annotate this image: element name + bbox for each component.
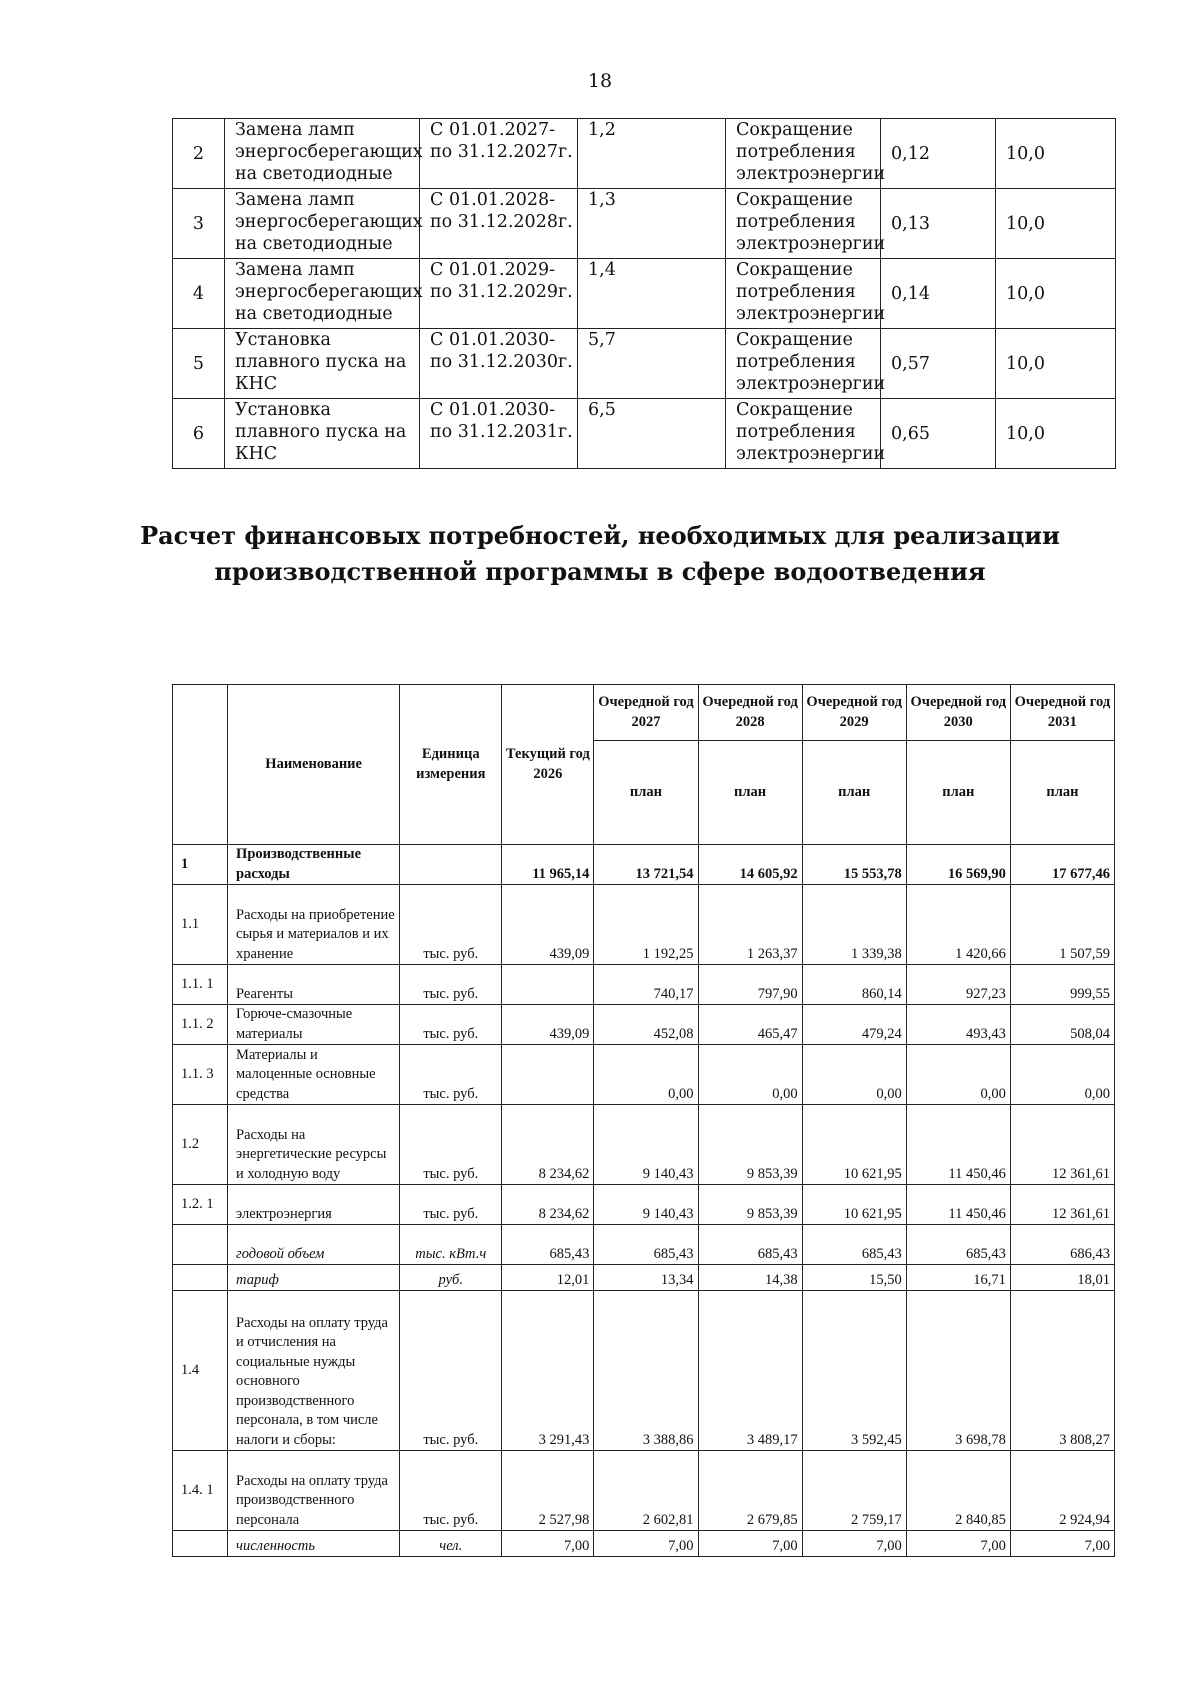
- table-row: [173, 1451, 1115, 1531]
- row-number: 6: [173, 399, 225, 469]
- plan-value: 508,04: [1010, 1005, 1114, 1045]
- plan-value: 9 853,39: [698, 1185, 802, 1225]
- plan-value: 1 263,37: [698, 885, 802, 965]
- measure-amount: 6,5: [578, 399, 726, 469]
- row-name: Расходы на энергетические ресурсы и холодную воду: [228, 1105, 400, 1185]
- row-number: 3: [173, 189, 225, 259]
- plan-value: 685,43: [906, 1225, 1010, 1265]
- plan-value: 0,00: [906, 1045, 1010, 1105]
- row-name: Горюче-смазочные материалы: [228, 1005, 400, 1045]
- measure-payback: 10,0: [996, 189, 1116, 259]
- plan-value: 9 140,43: [594, 1185, 698, 1225]
- plan-value: 2 759,17: [802, 1451, 906, 1531]
- plan-value: 685,43: [594, 1225, 698, 1265]
- plan-value: 7,00: [802, 1531, 906, 1557]
- row-name: Расходы на приобретение сырья и материалов и их хранение: [228, 885, 400, 965]
- plan-value: 479,24: [802, 1005, 906, 1045]
- measure-effect: Сокращение потребления электроэнергии: [726, 329, 881, 399]
- row-unit: тыс. руб.: [400, 1045, 502, 1105]
- row-index: [173, 1265, 228, 1291]
- measure-period: С 01.01.2028- по 31.12.2028г.: [420, 189, 578, 259]
- row-name: Расходы на оплату труда и отчисления на социальные нужды основного производственного персонала, в том числе налоги и сборы:: [228, 1291, 400, 1451]
- plan-value: 3 698,78: [906, 1291, 1010, 1451]
- table-row: [173, 1105, 1115, 1185]
- current-year-value: [502, 1045, 594, 1105]
- plan-value: 17 677,46: [1010, 845, 1114, 885]
- table-row: [173, 1291, 1115, 1451]
- row-unit: тыс. руб.: [400, 885, 502, 965]
- plan-value: 740,17: [594, 965, 698, 1005]
- plan-value: 3 388,86: [594, 1291, 698, 1451]
- measure-amount: 1,4: [578, 259, 726, 329]
- row-index: 1.1. 3: [173, 1045, 228, 1105]
- plan-value: 10 621,95: [802, 1185, 906, 1225]
- plan-value: 1 339,38: [802, 885, 906, 965]
- table-row: [173, 965, 1115, 1005]
- current-year-value: 2 527,98: [502, 1451, 594, 1531]
- plan-value: 7,00: [698, 1531, 802, 1557]
- plan-value: 13 721,54: [594, 845, 698, 885]
- financial-needs-table: [172, 684, 1115, 1557]
- measure-name: Установка плавного пуска на КНС: [225, 399, 420, 469]
- plan-value: 465,47: [698, 1005, 802, 1045]
- plan-value: 11 450,46: [906, 1105, 1010, 1185]
- measure-saving: 0,13: [881, 189, 996, 259]
- measure-name: Замена ламп энергосберегающих на светодиодные: [225, 119, 420, 189]
- measure-period: С 01.01.2029- по 31.12.2029г.: [420, 259, 578, 329]
- plan-value: 15 553,78: [802, 845, 906, 885]
- page-number: 18: [587, 70, 613, 92]
- header-year: Очередной год 2028: [698, 685, 802, 741]
- measure-effect: Сокращение потребления электроэнергии: [726, 189, 881, 259]
- header-current-year: Текущий год 2026: [502, 685, 594, 845]
- plan-value: 2 840,85: [906, 1451, 1010, 1531]
- row-unit: тыс. руб.: [400, 1105, 502, 1185]
- row-index: 1.1. 1: [173, 965, 228, 1005]
- table-row: [173, 845, 1115, 885]
- row-name: Расходы на оплату труда производственного персонала: [228, 1451, 400, 1531]
- plan-value: 16,71: [906, 1265, 1010, 1291]
- measure-amount: 5,7: [578, 329, 726, 399]
- measure-saving: 0,57: [881, 329, 996, 399]
- measure-saving: 0,14: [881, 259, 996, 329]
- measure-effect: Сокращение потребления электроэнергии: [726, 399, 881, 469]
- measure-period: С 01.01.2027- по 31.12.2027г.: [420, 119, 578, 189]
- plan-value: 685,43: [698, 1225, 802, 1265]
- plan-value: 999,55: [1010, 965, 1114, 1005]
- table-row: [173, 1045, 1115, 1105]
- plan-value: 15,50: [802, 1265, 906, 1291]
- table-row: [173, 399, 1116, 469]
- header-plan: план: [698, 741, 802, 845]
- row-number: 5: [173, 329, 225, 399]
- current-year-value: 7,00: [502, 1531, 594, 1557]
- plan-value: 3 592,45: [802, 1291, 906, 1451]
- measure-period: С 01.01.2030- по 31.12.2030г.: [420, 329, 578, 399]
- plan-value: 14 605,92: [698, 845, 802, 885]
- measure-name: Замена ламп энергосберегающих на светодиодные: [225, 259, 420, 329]
- current-year-value: 11 965,14: [502, 845, 594, 885]
- plan-value: 685,43: [802, 1225, 906, 1265]
- header-unit: Единица измерения: [400, 685, 502, 845]
- measure-saving: 0,65: [881, 399, 996, 469]
- plan-value: 3 808,27: [1010, 1291, 1114, 1451]
- plan-value: 9 853,39: [698, 1105, 802, 1185]
- plan-value: 797,90: [698, 965, 802, 1005]
- table-row: [173, 885, 1115, 965]
- table-row: [173, 189, 1116, 259]
- row-unit: тыс. руб.: [400, 1005, 502, 1045]
- table-row: [173, 259, 1116, 329]
- measure-amount: 1,3: [578, 189, 726, 259]
- plan-value: 2 602,81: [594, 1451, 698, 1531]
- plan-value: 7,00: [906, 1531, 1010, 1557]
- row-index: 1: [173, 845, 228, 885]
- current-year-value: 439,09: [502, 1005, 594, 1045]
- row-index: 1.1: [173, 885, 228, 965]
- row-index: 1.4. 1: [173, 1451, 228, 1531]
- measures-table: [172, 118, 1116, 469]
- measure-payback: 10,0: [996, 399, 1116, 469]
- plan-value: 18,01: [1010, 1265, 1114, 1291]
- table-row: [173, 1531, 1115, 1557]
- measure-period: С 01.01.2030- по 31.12.2031г.: [420, 399, 578, 469]
- plan-value: 2 924,94: [1010, 1451, 1114, 1531]
- row-name: Производственные расходы: [228, 845, 400, 885]
- row-unit: тыс. руб.: [400, 965, 502, 1005]
- row-number: 2: [173, 119, 225, 189]
- row-name: численность: [228, 1531, 400, 1557]
- measure-effect: Сокращение потребления электроэнергии: [726, 259, 881, 329]
- current-year-value: 685,43: [502, 1225, 594, 1265]
- plan-value: 12 361,61: [1010, 1105, 1114, 1185]
- plan-value: 16 569,90: [906, 845, 1010, 885]
- current-year-value: 12,01: [502, 1265, 594, 1291]
- row-index: [173, 1225, 228, 1265]
- header-index: [173, 685, 228, 845]
- plan-value: 1 507,59: [1010, 885, 1114, 965]
- row-index: 1.2. 1: [173, 1185, 228, 1225]
- plan-value: 1 420,66: [906, 885, 1010, 965]
- plan-value: 9 140,43: [594, 1105, 698, 1185]
- plan-value: 0,00: [594, 1045, 698, 1105]
- row-index: 1.4: [173, 1291, 228, 1451]
- plan-value: 7,00: [1010, 1531, 1114, 1557]
- table-row: [173, 329, 1116, 399]
- row-name: Материалы и малоценные основные средства: [228, 1045, 400, 1105]
- row-index: [173, 1531, 228, 1557]
- current-year-value: [502, 965, 594, 1005]
- row-unit: [400, 845, 502, 885]
- plan-value: 3 489,17: [698, 1291, 802, 1451]
- header-year: Очередной год 2029: [802, 685, 906, 741]
- plan-value: 14,38: [698, 1265, 802, 1291]
- table-row: [173, 1005, 1115, 1045]
- measure-amount: 1,2: [578, 119, 726, 189]
- plan-value: 10 621,95: [802, 1105, 906, 1185]
- row-unit: тыс. руб.: [400, 1451, 502, 1531]
- header-name: Наименование: [228, 685, 400, 845]
- header-year: Очередной год 2030: [906, 685, 1010, 741]
- row-name: годовой объем: [228, 1225, 400, 1265]
- row-unit: чел.: [400, 1531, 502, 1557]
- plan-value: 12 361,61: [1010, 1185, 1114, 1225]
- plan-value: 860,14: [802, 965, 906, 1005]
- header-plan: план: [906, 741, 1010, 845]
- section-title: Расчет финансовых потребностей, необходимых для реализации производственной программы в сфере водоотведения: [140, 521, 1060, 586]
- measure-payback: 10,0: [996, 259, 1116, 329]
- measure-payback: 10,0: [996, 329, 1116, 399]
- plan-value: 0,00: [1010, 1045, 1114, 1105]
- measure-name: Замена ламп энергосберегающих на светодиодные: [225, 189, 420, 259]
- current-year-value: 3 291,43: [502, 1291, 594, 1451]
- plan-value: 11 450,46: [906, 1185, 1010, 1225]
- plan-value: 927,23: [906, 965, 1010, 1005]
- row-unit: тыс. руб.: [400, 1291, 502, 1451]
- plan-value: 13,34: [594, 1265, 698, 1291]
- current-year-value: 8 234,62: [502, 1185, 594, 1225]
- header-year: Очередной год 2027: [594, 685, 698, 741]
- row-number: 4: [173, 259, 225, 329]
- header-plan: план: [802, 741, 906, 845]
- header-plan: план: [1010, 741, 1114, 845]
- plan-value: 2 679,85: [698, 1451, 802, 1531]
- plan-value: 493,43: [906, 1005, 1010, 1045]
- row-index: 1.1. 2: [173, 1005, 228, 1045]
- row-index: 1.2: [173, 1105, 228, 1185]
- row-unit: тыс. кВт.ч: [400, 1225, 502, 1265]
- measure-effect: Сокращение потребления электроэнергии: [726, 119, 881, 189]
- header-year: Очередной год 2031: [1010, 685, 1114, 741]
- table-row: [173, 1265, 1115, 1291]
- header-plan: план: [594, 741, 698, 845]
- plan-value: 7,00: [594, 1531, 698, 1557]
- row-name: Реагенты: [228, 965, 400, 1005]
- row-name: электроэнергия: [228, 1185, 400, 1225]
- table-row: [173, 1185, 1115, 1225]
- measure-saving: 0,12: [881, 119, 996, 189]
- plan-value: 0,00: [802, 1045, 906, 1105]
- measure-name: Установка плавного пуска на КНС: [225, 329, 420, 399]
- row-unit: руб.: [400, 1265, 502, 1291]
- plan-value: 1 192,25: [594, 885, 698, 965]
- table-row: [173, 1225, 1115, 1265]
- current-year-value: 8 234,62: [502, 1105, 594, 1185]
- row-name: тариф: [228, 1265, 400, 1291]
- plan-value: 452,08: [594, 1005, 698, 1045]
- table-row: [173, 119, 1116, 189]
- plan-value: 686,43: [1010, 1225, 1114, 1265]
- row-unit: тыс. руб.: [400, 1185, 502, 1225]
- plan-value: 0,00: [698, 1045, 802, 1105]
- measure-payback: 10,0: [996, 119, 1116, 189]
- current-year-value: 439,09: [502, 885, 594, 965]
